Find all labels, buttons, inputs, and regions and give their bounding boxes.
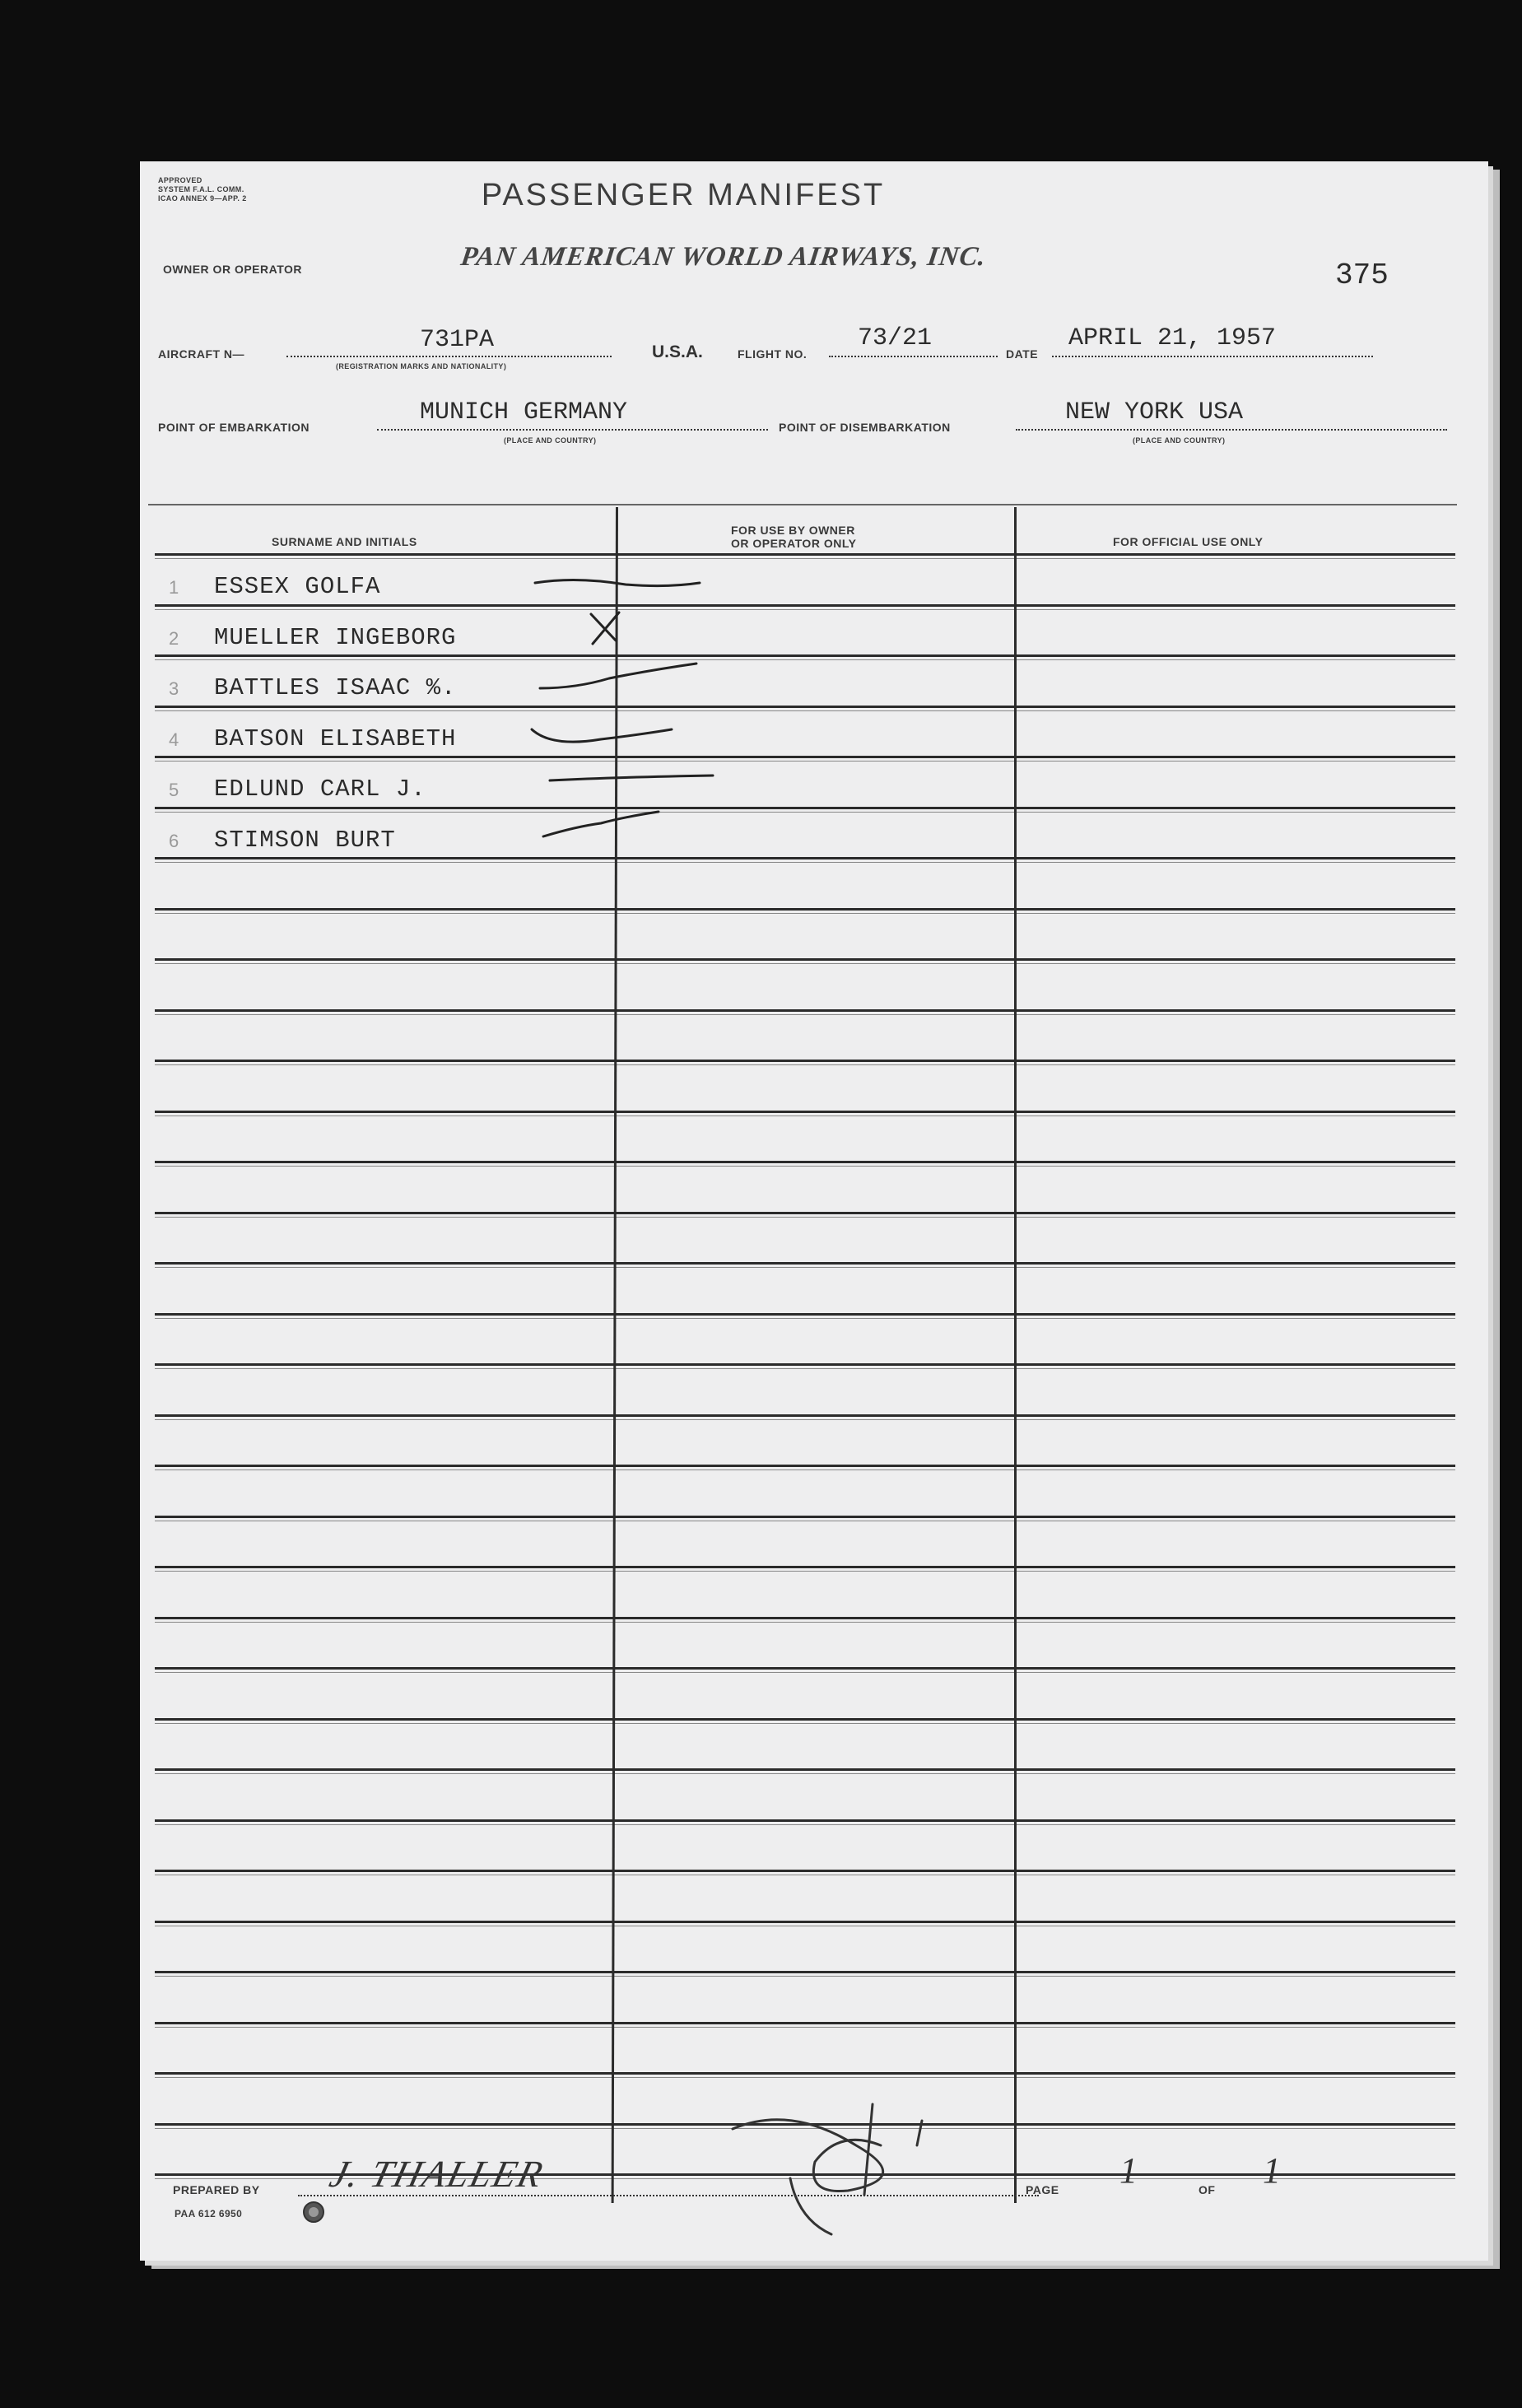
ruled-line	[155, 1566, 1455, 1568]
page-label: PAGE	[1026, 2183, 1059, 2196]
ruled-line-light	[155, 913, 1455, 914]
flight-underline	[829, 356, 998, 357]
ruled-line	[155, 1212, 1455, 1214]
date-underline	[1052, 356, 1373, 357]
ruled-line	[155, 1414, 1455, 1417]
ruled-line	[155, 553, 1455, 556]
passenger-name: STIMSON BURT	[214, 827, 396, 854]
disembarkation-value: NEW YORK USA	[1065, 398, 1244, 426]
ruled-line	[155, 1870, 1455, 1872]
ruled-line-light	[155, 710, 1455, 711]
page-title: PASSENGER MANIFEST	[481, 178, 886, 212]
ruled-line-light	[155, 1014, 1455, 1015]
row-number: 1	[169, 577, 179, 598]
ruled-line-light	[155, 1773, 1455, 1774]
ruled-line	[155, 654, 1455, 657]
passenger-name: ESSEX GOLFA	[214, 573, 381, 600]
ruled-line-light	[155, 1824, 1455, 1825]
ruled-line	[155, 1060, 1455, 1062]
ruled-line	[155, 1768, 1455, 1771]
aircraft-label: AIRCRAFT N—	[158, 347, 245, 361]
header-owner-use-line1: FOR USE BY OWNER	[731, 524, 855, 537]
page-number: 1	[1119, 2150, 1138, 2191]
header-owner-use	[731, 524, 856, 550]
ruled-line	[155, 1313, 1455, 1316]
ruled-line-light	[155, 1368, 1455, 1369]
ruled-line-light	[155, 1064, 1455, 1065]
embarkation-underline	[377, 429, 768, 431]
ruled-line-light	[155, 1419, 1455, 1420]
of-label: OF	[1199, 2183, 1216, 2196]
approval-line: ICAO ANNEX 9—APP. 2	[158, 194, 247, 203]
row-number: 2	[169, 628, 179, 649]
operator-label: OWNER OR OPERATOR	[163, 263, 302, 276]
ruled-line	[155, 2072, 1455, 2075]
cross-mark-icon	[591, 612, 619, 644]
operator-name: PAN AMERICAN WORLD AIRWAYS, INC.	[458, 242, 989, 272]
row-number: 6	[169, 831, 179, 851]
approval-stamp	[158, 176, 247, 203]
ruled-line	[155, 756, 1455, 758]
ruled-line-light	[155, 1217, 1455, 1218]
aircraft-caption: (REGISTRATION MARKS AND NATIONALITY)	[336, 362, 507, 370]
ruled-line-light	[155, 1622, 1455, 1623]
ruled-line	[155, 807, 1455, 809]
check-mark-icon	[540, 664, 696, 688]
ruled-line-light	[155, 1166, 1455, 1167]
ruled-line	[155, 1971, 1455, 1973]
ruled-line	[155, 1667, 1455, 1670]
date-value: APRIL 21, 1957	[1068, 324, 1277, 352]
ruled-line-light	[155, 862, 1455, 863]
ruled-line	[155, 908, 1455, 911]
ruled-line	[155, 1465, 1455, 1467]
check-mark-icon	[550, 775, 713, 780]
sheet-number: 375	[1335, 258, 1389, 292]
check-marks	[527, 565, 724, 878]
ruled-line	[155, 1111, 1455, 1113]
ruled-line-light	[155, 812, 1455, 813]
date-label: DATE	[1006, 347, 1039, 361]
form-code: PAA 612 6950	[175, 2208, 243, 2219]
ruled-line	[155, 1819, 1455, 1822]
aircraft-value: 731PA	[420, 326, 495, 354]
header-surname: SURNAME AND INITIALS	[272, 535, 417, 548]
column-divider-2	[1014, 507, 1017, 2203]
ruled-line-light	[155, 761, 1455, 762]
flight-label: FLIGHT NO.	[738, 347, 808, 361]
ruled-line	[155, 857, 1455, 859]
ruled-line-light	[155, 1267, 1455, 1268]
ruled-line-light	[155, 2077, 1455, 2078]
embarkation-value: MUNICH GERMANY	[420, 398, 628, 426]
row-number: 5	[169, 780, 179, 800]
approval-line: APPROVED	[158, 176, 202, 184]
check-mark-icon	[532, 729, 672, 742]
disembarkation-caption: (PLACE AND COUNTRY)	[1133, 436, 1226, 445]
aircraft-underline	[286, 356, 612, 357]
check-mark-icon	[535, 580, 700, 585]
ruled-line	[155, 1718, 1455, 1721]
page-total: 1	[1263, 2150, 1281, 2191]
embarkation-label: POINT OF EMBARKATION	[158, 421, 310, 434]
check-mark-icon	[543, 812, 659, 836]
manifest-sheet	[140, 161, 1488, 2261]
ruled-line	[155, 1921, 1455, 1923]
passenger-name: EDLUND CARL J.	[214, 775, 426, 803]
embarkation-caption: (PLACE AND COUNTRY)	[504, 436, 597, 445]
header-official-use: FOR OFFICIAL USE ONLY	[1113, 535, 1264, 548]
header-owner-use-line2: OR OPERATOR ONLY	[731, 537, 857, 550]
prepared-by-label: PREPARED BY	[173, 2183, 260, 2196]
ruled-line-light	[155, 2027, 1455, 2028]
ruled-line	[155, 2022, 1455, 2024]
disembarkation-underline	[1016, 429, 1447, 431]
ruled-line	[155, 1516, 1455, 1518]
ruled-line-light	[155, 1723, 1455, 1724]
ruled-line-light	[155, 1571, 1455, 1572]
ruled-line-light	[155, 1469, 1455, 1470]
passenger-name: BATTLES ISAAC %.	[214, 674, 457, 701]
ruled-line	[155, 1009, 1455, 1012]
ruled-line-light	[155, 963, 1455, 964]
ruled-line	[155, 604, 1455, 607]
ruled-line	[155, 1161, 1455, 1163]
flight-value: 73/21	[858, 324, 933, 352]
ruled-line-light	[155, 1672, 1455, 1673]
ruled-line-light	[155, 1976, 1455, 1977]
ruled-line	[155, 1262, 1455, 1265]
disembarkation-label: POINT OF DISEMBARKATION	[779, 421, 951, 434]
ruled-line	[155, 958, 1455, 961]
ruled-line	[155, 706, 1455, 708]
ruled-line-light	[155, 558, 1455, 559]
table-top-border	[148, 504, 1457, 505]
row-number: 4	[169, 729, 179, 750]
ruled-line-light	[155, 659, 1455, 660]
ruled-line	[155, 1363, 1455, 1366]
row-number: 3	[169, 678, 179, 699]
ruled-line	[155, 1617, 1455, 1619]
signature-flourish	[716, 2096, 980, 2244]
usa-label: U.S.A.	[652, 342, 703, 361]
prepared-by-signature: J. THALLER	[325, 2153, 549, 2195]
approval-line: SYSTEM F.A.L. COMM.	[158, 185, 244, 193]
ruled-line-light	[155, 609, 1455, 610]
passenger-name: MUELLER INGEBORG	[214, 624, 457, 651]
union-bug-icon	[301, 2200, 326, 2224]
ruled-line-light	[155, 1318, 1455, 1319]
passenger-name: BATSON ELISABETH	[214, 725, 457, 752]
